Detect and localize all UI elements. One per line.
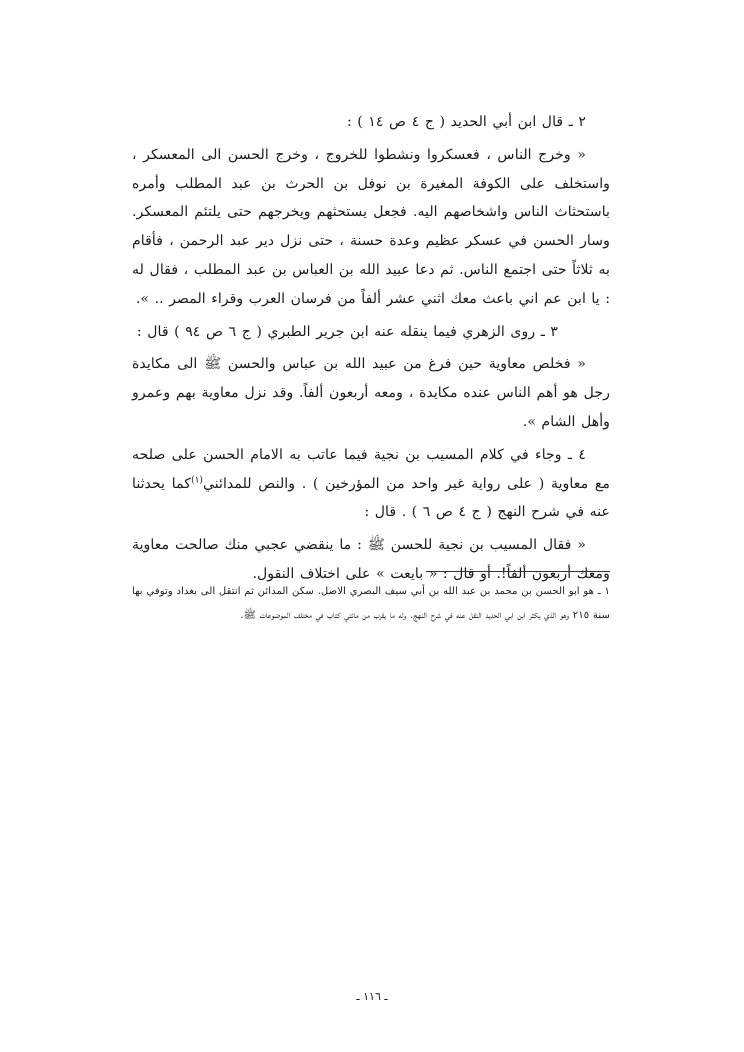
paragraph-2-quote: « وخرج الناس ، فعسكروا ونشطوا للخروج ، وخرج الحسن الى المعسكر ، واستخلف على الكوفة المغيرة بن نوفل بن الحرث بن عبد المطلب وأمره باستحثاث الناس واشخاصهم اليه. فجعل يستحثهم ويخرجهم حتى يلتئم المعسكر. وسار الحسن في عسكر عظيم وعدة حسنة ، حتى نزل دير عبد الرحمن ، فأقام به ثلاثاً حتى اجتمع الناس. ثم دعا عبيد الله بن العباس بن عبد المطلب ، فقال له : يا ابن عم اني باعث معك اثني عشر ألفاً من فرسان العرب وقراء المصر .. ». (132, 146, 610, 307)
footnote-1: ١ ـ هو ابو الحسن بن محمد بن عبد الله بن أبي سيف البصري الاصل. سكن المدائن ثم انتقل الى بغداد وتوفي بها سنة ٢١٥ وهو الذي يكثر ابن ابي الحديد النقل عنه في شرح النهج. وله ما يقرب من مائتي كتاب في مختلف الموضوعات ﷺ. (132, 586, 610, 622)
page-body (132, 108, 610, 589)
paragraph-2-heading: ٢ ـ قال ابن أبي الحديد ( ج ٤ ص ١٤ ) : (346, 114, 586, 130)
footnote-divider (426, 571, 610, 572)
paragraph-4 (132, 441, 610, 527)
paragraph-3-quote: « فخلص معاوية حين فرغ من عبيد الله بن عباس والحسن ﷺ الى مكايدة رجل هو أهم الناس عنده مكايدة ، ومعه أربعون ألفاً. وقد نزل معاوية بهم وعمرو وأهل الشام ». (132, 356, 610, 430)
paragraph-4-text-b: كما يحدثنا عنه في شرح النهج ( ج ٤ ص ٦ ) . قال : (132, 475, 610, 521)
paragraph-4-quote: « فقال المسيب بن نجية للحسن ﷺ : ما ينقضي عجبي منك صالحت معاوية ومعك أربعون ألفاً!. أو قال : « بايعت » على اختلاف النقول. (132, 537, 610, 582)
paragraph-4-text-a: ٤ ـ وجاء في كلام المسيب بن نجية فيما عاتب به الامام الحسن على صلحه مع معاوية ( على رواية غير واحد من المؤرخين ) . والنص للمدائني (132, 446, 610, 492)
page-number: ـ ١١٦ ـ (356, 990, 388, 1003)
footnote-marker[interactable]: (١) (191, 474, 203, 485)
paragraph-3-heading: ٣ ـ روى الزهري فيما ينقله عنه ابن جرير الطبري ( ج ٦ ص ٩٤ ) قال : (136, 323, 558, 340)
